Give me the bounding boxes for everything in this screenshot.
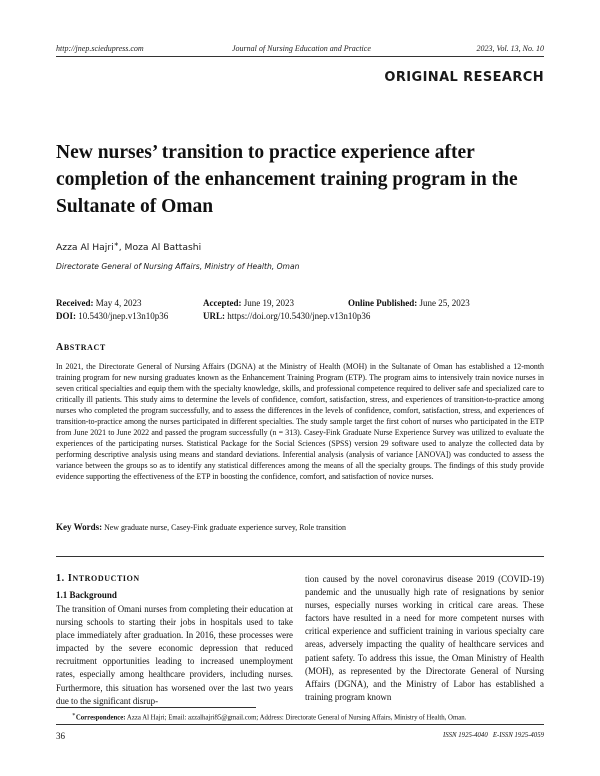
footnote-rule xyxy=(56,707,256,708)
accepted-date: June 19, 2023 xyxy=(243,298,294,308)
received-line xyxy=(56,298,141,308)
published-line xyxy=(348,298,470,308)
accepted-label: Accepted: xyxy=(203,298,242,308)
received-date: May 4, 2023 xyxy=(95,298,142,308)
keywords-text: New graduate nurse, Casey-Fink graduate experience survey, Role transition xyxy=(104,523,346,532)
header-volume: 2023, Vol. 13, No. 10 xyxy=(476,44,544,53)
url-link[interactable]: https://doi.org/10.5430/jnep.v13n10p36 xyxy=(227,311,371,321)
header-rule xyxy=(56,56,544,57)
header-journal: Journal of Nursing Education and Practice xyxy=(232,44,371,53)
url-line xyxy=(203,311,370,321)
intro-heading-rest: NTRODUCTION xyxy=(72,574,140,583)
keywords-label: Key Words: xyxy=(56,522,103,532)
doi-line xyxy=(56,311,168,321)
author-list xyxy=(56,241,201,253)
doi-label: DOI: xyxy=(56,311,76,321)
intro-heading-initial: I xyxy=(67,573,73,584)
abstract-heading-initial: A xyxy=(56,342,64,353)
keywords xyxy=(56,522,544,532)
abstract-heading-rest: BSTRACT xyxy=(63,343,106,352)
author-marker: ∗ xyxy=(113,241,119,248)
header-url: http://jnep.sciedupress.com xyxy=(56,44,144,53)
intro-left-column: The transition of Omani nurses from completing their education at nursing schools to starting their jobs in hospitals used to take place immediately after graduation. In 2016, these processes were impacted by the severe economic depression that reduced recruitment opportunities leading to increased unemployment rates, especially among healthcare providers, including nurses. Furthermore, this situation has worsened over the last two years due to the significant disrup- xyxy=(56,604,293,706)
intro-heading xyxy=(56,573,140,584)
footnote xyxy=(72,712,544,721)
footnote-marker: ∗ xyxy=(72,712,76,718)
page-number: 36 xyxy=(56,731,65,741)
abstract-text: In 2021, the Directorate General of Nursing Affairs (DGNA) at the Ministry of Health (MOH) in the Sultanate of Oman has established a 12-month training program for new nursing graduates known as the Enhancement Training Program (ETP). The program aims to intensively train novice nurses in seven critical specialties and equip them with the specialty knowledge, skills, and professional competence required to deliver safe and specialized care to critically ill patients. This study aims to determine the levels of confidence, comfort, satisfaction, stress, and experiences of transition-to-practice among nurses who completed the program successfully, and to assess the differences in the levels of confidence, comfort, satisfaction, stress, and experiences of transition-to-practice among the nurses participated in different specialties. The study sample target the first cohort of nurses who participated in the ETP from June 2021 to June 2022 and passed the program successfully (n = 313). Casey-Fink Graduate Nurse Experience Survey was utilized to evaluate the experiences of the participating nurses. Statistical Package for the Social Sciences (SPSS) version 29 software used to analyze the collected data by performing descriptive analysis using means and standard deviations. Inferential analysis (analysis of variance [ANOVA]) was conducted to assess the variance between the groups so as to identify any statistical differences among the means of all the specialty groups. The findings of this study provide evidence supporting the effectiveness of the ETP in boosting the confidence, comfort, and satisfaction of novice nurses. xyxy=(56,362,544,482)
url-label: URL: xyxy=(203,311,225,321)
section-rule xyxy=(56,556,544,557)
issn: ISSN 1925-4040 E-ISSN 1925-4059 xyxy=(442,732,544,739)
received-label: Received: xyxy=(56,298,94,308)
published-label: Online Published: xyxy=(348,298,418,308)
doi-value[interactable]: 10.5430/jnep.v13n10p36 xyxy=(78,311,169,321)
author-rest: , Moza Al Battashi xyxy=(118,242,202,254)
section-tag: ORIGINAL RESEARCH xyxy=(384,70,544,85)
affiliation: Directorate General of Nursing Affairs, Ministry of Health, Oman xyxy=(56,262,300,271)
published-date: June 25, 2023 xyxy=(419,298,470,308)
intro-right-column: tion caused by the novel coronavirus disease 2019 (COVID-19) pandemic and the unusually high rate of resignations by senior nurses, especially nurses working in critical care areas. These factors have resulted in a need for more competent nurses with critical experience and sufficient training in various specialty care areas, adversely impacting the quality of healthcare services and patient safety. To address this issue, the Oman Ministry of Health (MOH), as represented by the Directorate General of Nursing Affairs (DGNA), and the Ministry of Labor has established a training program known xyxy=(305,574,544,702)
footer-rule xyxy=(56,724,544,725)
accepted-line xyxy=(203,298,294,308)
background-heading: 1.1 Background xyxy=(56,590,117,600)
intro-number: 1. xyxy=(56,573,65,584)
article-title: New nurses’ transition to practice experience after completion of the enhancement training program in the Sultanate of Oman xyxy=(56,142,518,217)
abstract-heading xyxy=(56,342,106,353)
footnote-text: Azza Al Hajri; Email: azzalhajri85@gmail.com; Address: Directorate General of Nursing Affairs, Ministry of Health, Oman. xyxy=(126,714,467,722)
footnote-label: Correspondence: xyxy=(75,714,126,722)
author-first: Azza Al Hajri xyxy=(56,242,114,254)
